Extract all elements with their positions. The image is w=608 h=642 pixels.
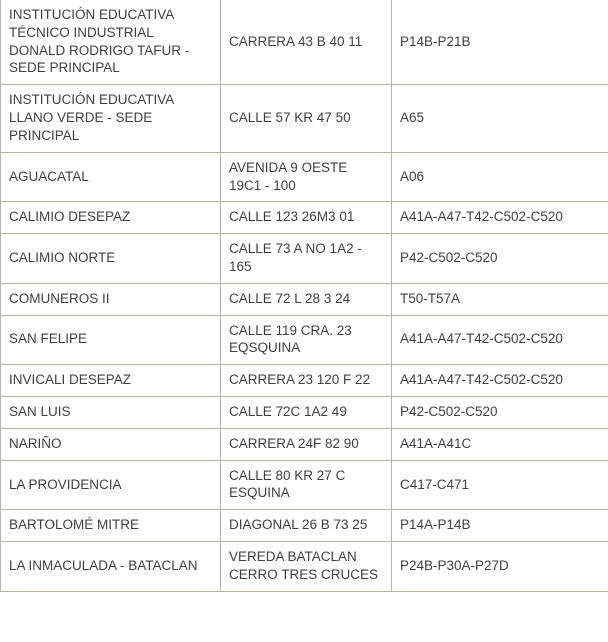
cell-address: CALLE 119 CRA. 23 EQSQUINA xyxy=(221,315,392,365)
cell-address: CALLE 123 26M3 01 xyxy=(221,202,392,234)
table-row xyxy=(1,397,608,429)
cell-codes: P42-C502-C520 xyxy=(392,234,608,284)
cell-name: LA INMACULADA - BATACLAN xyxy=(1,542,221,592)
table-row xyxy=(1,365,608,397)
table-row xyxy=(1,510,608,542)
table-body xyxy=(1,0,608,591)
cell-address: VEREDA BATACLAN CERRO TRES CRUCES xyxy=(221,542,392,592)
cell-name: INVICALI DESEPAZ xyxy=(1,365,221,397)
cell-address: CARRERA 43 B 40 11 xyxy=(221,0,392,85)
table-row xyxy=(1,283,608,315)
cell-codes: T50-T57A xyxy=(392,283,608,315)
cell-name: BARTOLOMÉ MITRE xyxy=(1,510,221,542)
cell-name: COMUNEROS II xyxy=(1,283,221,315)
cell-name: AGUACATAL xyxy=(1,152,221,202)
table-row xyxy=(1,0,608,85)
cell-address: CALLE 73 A NO 1A2 - 165 xyxy=(221,234,392,284)
table-row xyxy=(1,542,608,592)
cell-codes: A41A-A47-T42-C502-C520 xyxy=(392,315,608,365)
cell-codes: A41A-A47-T42-C502-C520 xyxy=(392,202,608,234)
table-row xyxy=(1,460,608,510)
table-row xyxy=(1,428,608,460)
cell-address: CALLE 57 KR 47 50 xyxy=(221,85,392,152)
cell-codes: P24B-P30A-P27D xyxy=(392,542,608,592)
table-row xyxy=(1,234,608,284)
cell-name: SAN LUIS xyxy=(1,397,221,429)
table-row xyxy=(1,315,608,365)
cell-address: DIAGONAL 26 B 73 25 xyxy=(221,510,392,542)
table-row xyxy=(1,202,608,234)
cell-codes: A41A-A41C xyxy=(392,428,608,460)
cell-address: CALLE 72 L 28 3 24 xyxy=(221,283,392,315)
cell-name: INSTITUCIÓN EDUCATIVA LLANO VERDE - SEDE PRINCIPAL xyxy=(1,85,221,152)
cell-name: CALIMIO DESEPAZ xyxy=(1,202,221,234)
cell-codes: P14B-P21B xyxy=(392,0,608,85)
cell-codes: P14A-P14B xyxy=(392,510,608,542)
table-row xyxy=(1,152,608,202)
cell-name: SAN FELIPE xyxy=(1,315,221,365)
cell-address: AVENIDA 9 OESTE 19C1 - 100 xyxy=(221,152,392,202)
cell-address: CARRERA 23 120 F 22 xyxy=(221,365,392,397)
cell-name: LA PROVIDENCIA xyxy=(1,460,221,510)
cell-codes: A06 xyxy=(392,152,608,202)
cell-name: CALIMIO NORTE xyxy=(1,234,221,284)
cell-codes: C417-C471 xyxy=(392,460,608,510)
cell-codes: P42-C502-C520 xyxy=(392,397,608,429)
cell-name: NARIÑO xyxy=(1,428,221,460)
table-row xyxy=(1,85,608,152)
cell-address: CARRERA 24F 82 90 xyxy=(221,428,392,460)
cell-codes: A65 xyxy=(392,85,608,152)
cell-codes: A41A-A47-T42-C502-C520 xyxy=(392,365,608,397)
cell-address: CALLE 80 KR 27 C ESQUINA xyxy=(221,460,392,510)
cell-address: CALLE 72C 1A2 49 xyxy=(221,397,392,429)
cell-name: INSTITUCIÓN EDUCATIVA TÉCNICO INDUSTRIAL DONALD RODRIGO TAFUR - SEDE PRINCIPAL xyxy=(1,0,221,85)
